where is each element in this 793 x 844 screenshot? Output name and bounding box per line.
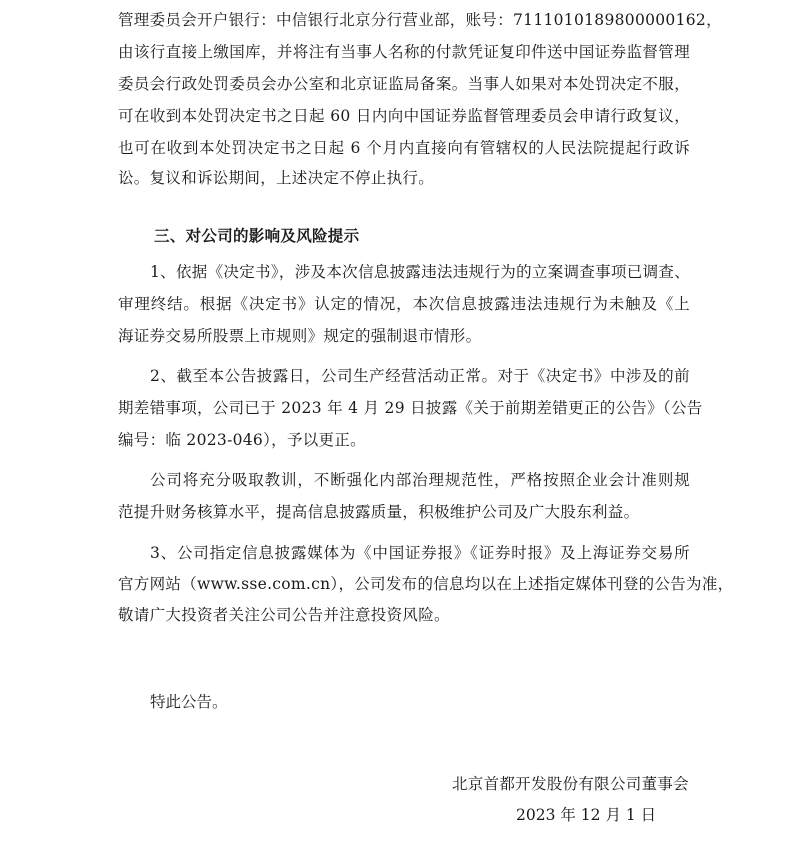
paragraph-line: 海证券交易所股票上市规则》规定的强制退市情形。 <box>118 327 482 345</box>
paragraph-line: 3、公司指定信息披露媒体为《中国证券报》《证券时报》及上海证券交易所 <box>150 544 690 562</box>
paragraph-line: 公司将充分吸取教训，不断强化内部治理规范性，严格按照企业会计准则规 <box>150 471 690 489</box>
section-heading: 三、对公司的影响及风险提示 <box>154 227 360 245</box>
paragraph-line: 由该行直接上缴国库，并将注有当事人名称的付款凭证复印件送中国证券监督管理 <box>118 43 690 61</box>
paragraph-line: 1、依据《决定书》，涉及本次信息披露违法违规行为的立案调查事项已调查、 <box>150 263 690 281</box>
signature: 北京首都开发股份有限公司董事会 <box>451 775 689 793</box>
signature-date: 2023 年 12 月 1 日 <box>516 806 657 824</box>
paragraph-line: 期差错事项，公司已于 2023 年 4 月 29 日披露《关于前期差错更正的公告》（公告 <box>118 399 703 417</box>
paragraph-line: 2、截至本公告披露日，公司生产经营活动正常。对于《决定书》中涉及的前 <box>150 367 690 385</box>
paragraph-line: 委员会行政处罚委员会办公室和北京证监局备案。当事人如果对本处罚决定不服， <box>118 75 690 93</box>
paragraph-line: 官方网站（www.sse.com.cn），公司发布的信息均以在上述指定媒体刊登的公告为准， <box>118 575 734 593</box>
paragraph-line: 也可在收到本处罚决定书之日起 6 个月内直接向有管辖权的人民法院提起行政诉 <box>118 139 690 157</box>
paragraph-line: 敬请广大投资者关注公司公告并注意投资风险。 <box>118 606 450 624</box>
closing-statement: 特此公告。 <box>150 693 228 711</box>
paragraph-line: 审理终结。根据《决定书》认定的情况，本次信息披露违法违规行为未触及《上 <box>118 295 690 313</box>
paragraph-line: 讼。复议和诉讼期间，上述决定不停止执行。 <box>118 169 435 187</box>
paragraph-line: 范提升财务核算水平，提高信息披露质量，积极维护公司及广大股东利益。 <box>118 503 640 521</box>
paragraph-line: 管理委员会开户银行：中信银行北京分行营业部，账号：7111010189800000162， <box>118 11 722 29</box>
paragraph-line: 编号：临 2023-046），予以更正。 <box>118 431 366 449</box>
paragraph-line: 可在收到本处罚决定书之日起 60 日内向中国证券监督管理委员会申请行政复议， <box>118 107 690 125</box>
